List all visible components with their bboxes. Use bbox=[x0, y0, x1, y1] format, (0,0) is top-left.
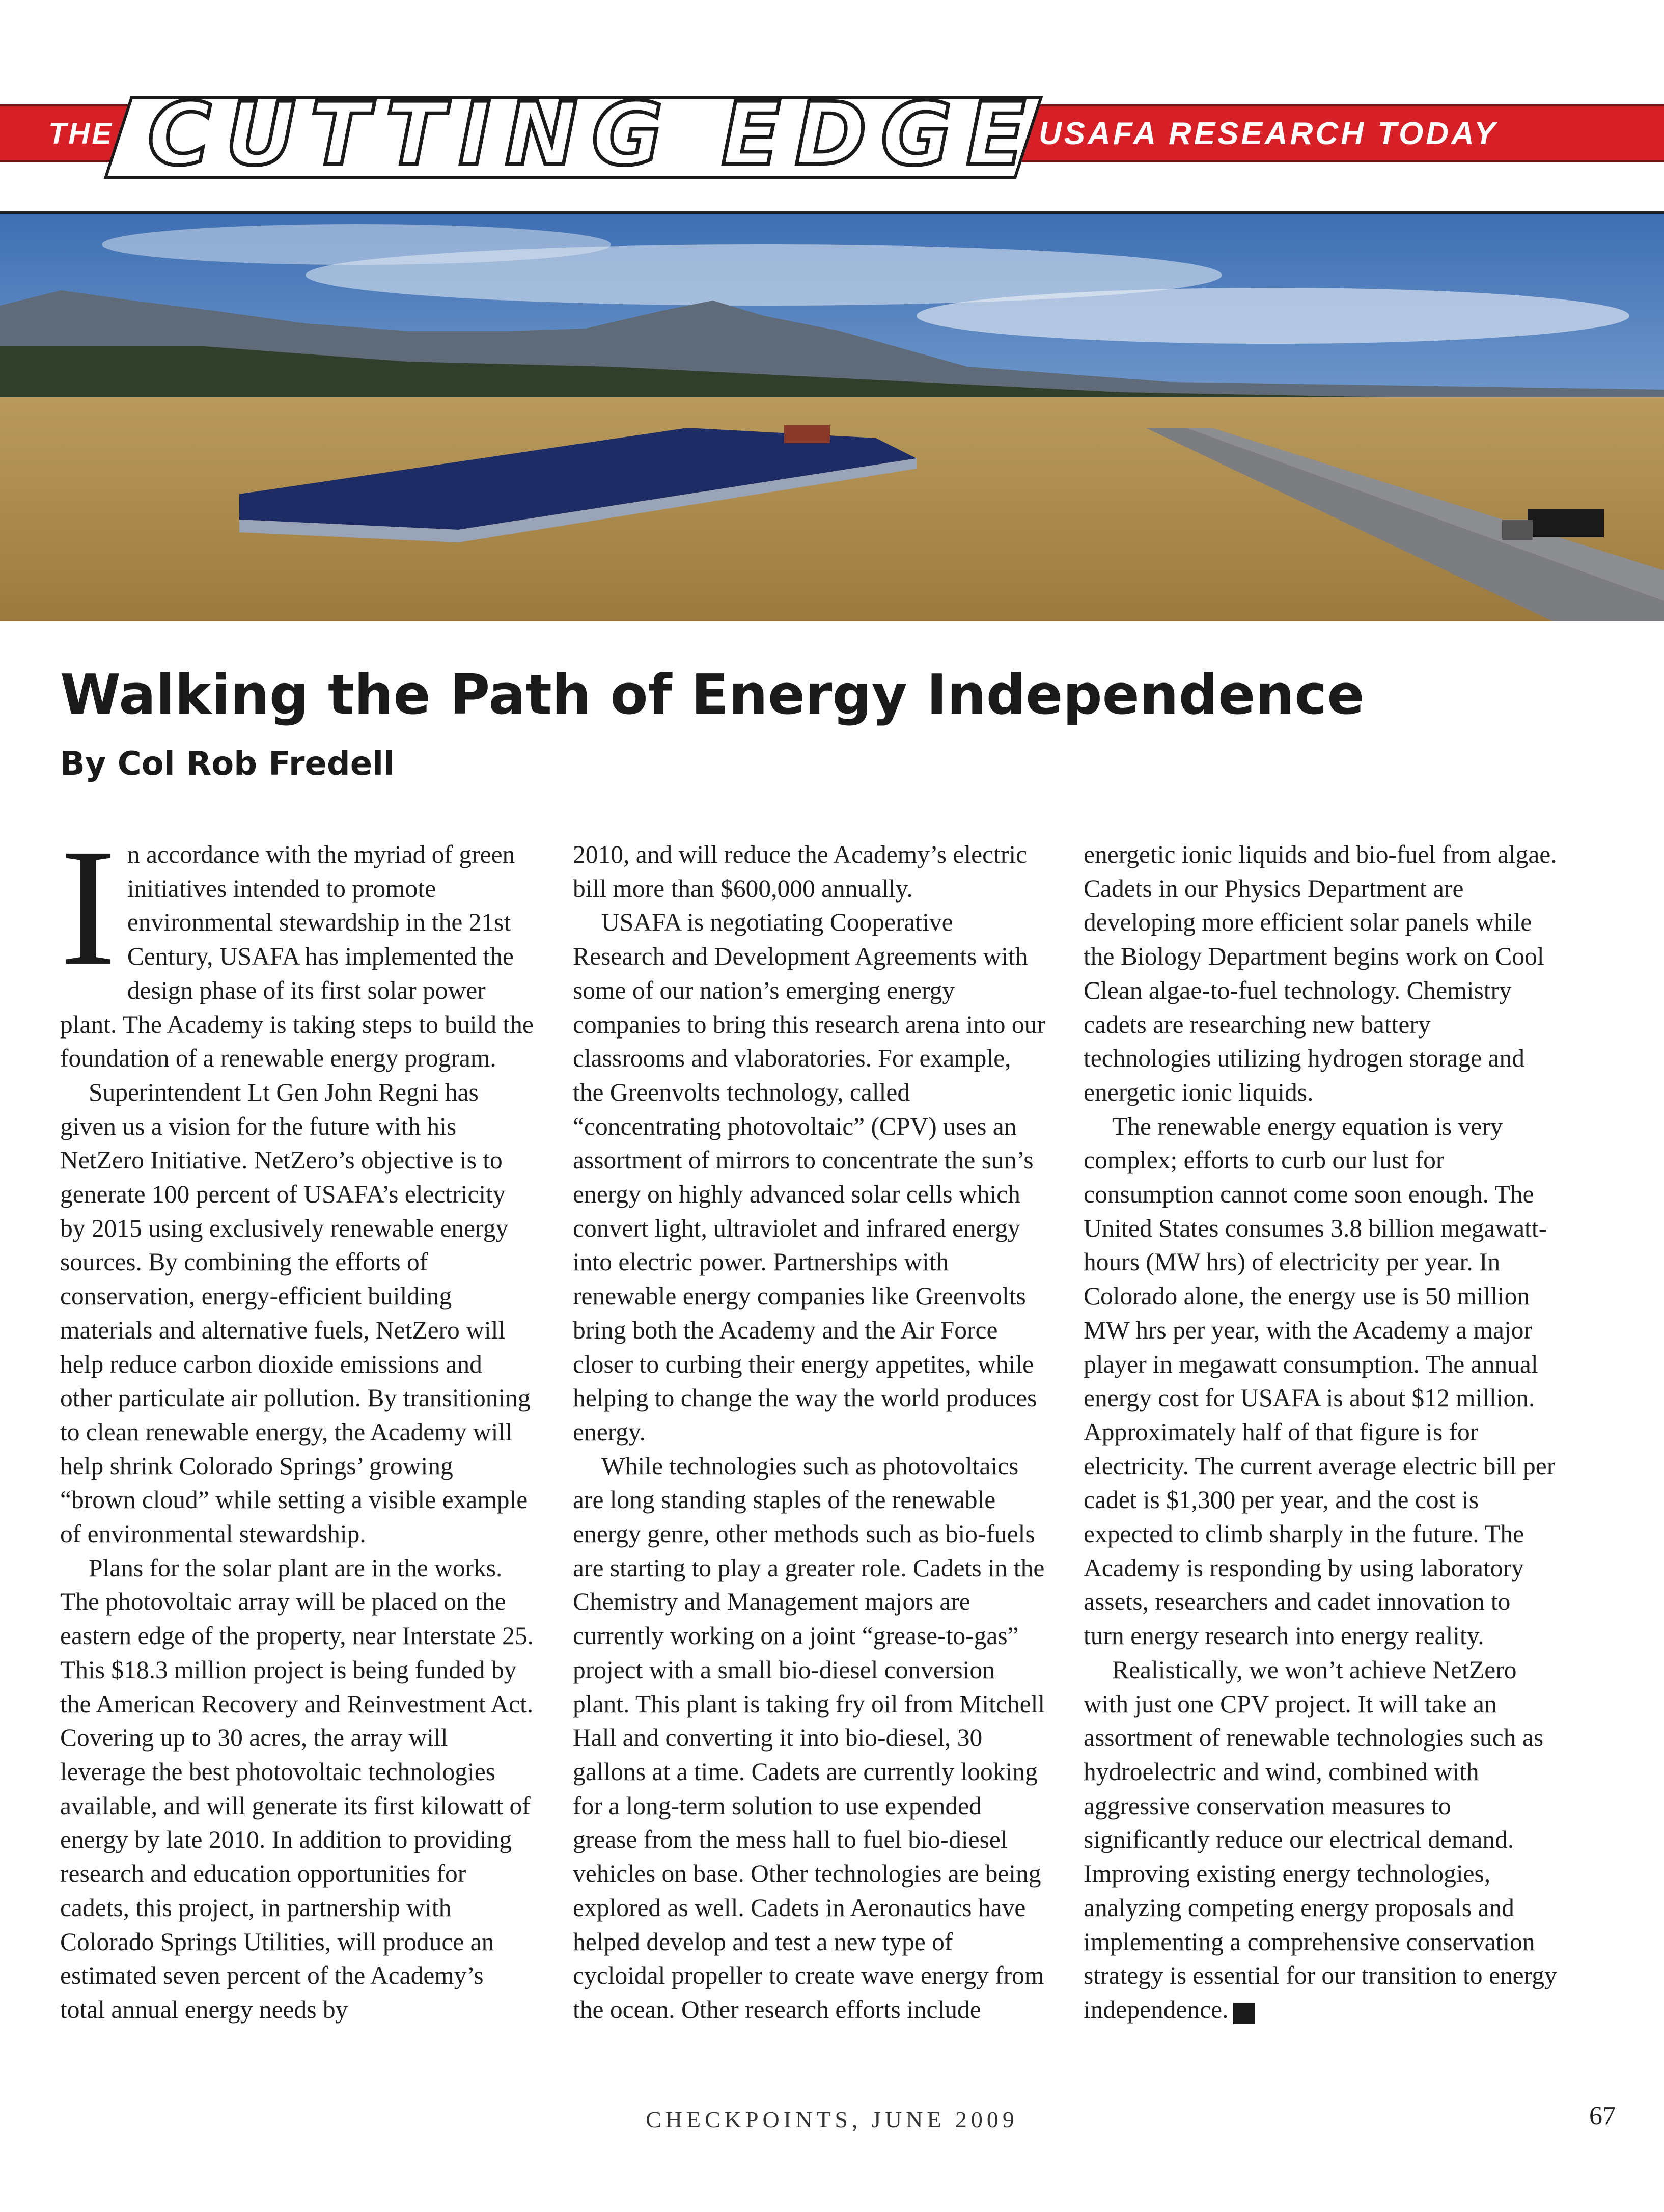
paragraph: USAFA is negotiating Cooperative Research and Development Agreements with some of our nation’s emerging energy companies to bring this research arena into our classrooms and vlaboratories. For example, the Greenvolts technology, called “concentrating photovoltaic” (CPV) uses an assortment of mirrors to concentrate the sun’s energy on highly advanced solar cells which convert light, ultraviolet and infrared energy into electric power. Partnerships with renewable energy companies like Greenvolts bring both the Academy and the Air Force closer to curbing their energy appetites, while helping to change the way the world produces energy. bbox=[573, 908, 1045, 1446]
solar-farm-photo bbox=[0, 211, 1664, 621]
page-number: 67 bbox=[1589, 2101, 1616, 2131]
article-headline: Walking the Path of Energy Independence bbox=[60, 663, 1365, 727]
paragraph-text: Realistically, we won’t achieve NetZero with just one CPV project. It will take an assortment of renewable technologies such as hydroelectric and wind, combined with aggressive conservation measures to significantly reduce our electrical demand. Improving existing energy technologies, analyzing competing energy proposals and implementing a comprehensive conservation strategy is essential for our transition to energy independence. bbox=[1084, 1655, 1557, 2024]
banner-title: CUTTING EDGE bbox=[148, 84, 1040, 185]
section-banner bbox=[0, 84, 1664, 185]
paragraph: While technologies such as photovoltaics are long standing staples of the renewable energy genre, other methods such as bio-fuels are starting to play a greater role. Cadets in the Chemistry and Management majors are currently working on a joint “grease-to-gas” project with a small bio-diesel conversion plant. This plant is taking fry oil from Mitchell Hall and converting it into bio-diesel, 30 gallons at a time. Cadets are currently looking for a long-term solution to use expended grease from the mess hall to fuel bio-diesel vehicles on base. Other technologies are being explored as well. Cadets in Aeronautics have helped develop and test a new type of cycloidal propeller to create wave energy from the ocean. Other research efforts include bbox=[573, 1452, 1045, 2024]
banner-subtitle: USAFA RESEARCH TODAY bbox=[1039, 116, 1498, 151]
paragraph: 2010, and will reduce the Academy’s electric bill more than $600,000 annually. bbox=[573, 840, 1028, 903]
paragraph bbox=[60, 814, 534, 1076]
paragraph: Superintendent Lt Gen John Regni has given us a vision for the future with his NetZero Initiative. NetZero’s objective is to generate 100 percent of USAFA’s electricity by 2015 using exclusively renewable energy sources. By combining the efforts of conservation, energy-efficient building materials and alternative fuels, NetZero will help reduce carbon dioxide emissions and other particulate air pollution. By transitioning to clean renewable energy, the Academy will help shrink Colorado Springs’ growing “brown cloud” while setting a visible example of environmental stewardship. bbox=[60, 1078, 531, 1548]
end-mark-checkbox-icon: ✓ bbox=[1233, 2003, 1255, 2024]
article-column-2 bbox=[573, 838, 1046, 2027]
paragraph: The renewable energy equation is very complex; efforts to curb our lust for consumption cannot come soon enough. The United States consumes 3.8 billion megawatt-hours (MW hrs) of electricity per year. In Colorado alone, the energy use is 50 million MW hrs per year, with the Academy a major player in megawatt consumption. The annual energy cost for USAFA is about $12 million. Approximately half of that figure is for electricity. The current average electric bill per cadet is $1,300 per year, and the cost is expected to climb sharply in the future. The Academy is responding by using laboratory assets, researchers and cadet innovation to turn energy research into energy reality. bbox=[1084, 1112, 1556, 1650]
banner-the: THE bbox=[48, 117, 114, 150]
paragraph bbox=[1084, 1653, 1557, 2027]
article-column-3 bbox=[1084, 838, 1557, 2027]
article-byline: By Col Rob Fredell bbox=[60, 745, 395, 783]
landscape-photo-icon bbox=[0, 214, 1664, 621]
drop-cap: I bbox=[60, 814, 116, 1000]
paragraph-text: n accordance with the myriad of green initiatives intended to promote environmental stewardship in the 21st Century, USAFA has implemented the design phase of its first solar power plant. The Academy is taking steps to build the foundation of a renewable energy program. bbox=[60, 840, 534, 1073]
paragraph: energetic ionic liquids and bio-fuel from algae. Cadets in our Physics Department are developing more efficient solar panels while the Biology Department begins work on Cool Clean algae-to-fuel technology. Chemistry cadets are researching new battery technologies utilizing hydrogen storage and energetic ionic liquids. bbox=[1084, 840, 1557, 1106]
publication-footer: CHECKPOINTS, JUNE 2009 bbox=[646, 2107, 1018, 2133]
paragraph: Plans for the solar plant are in the works. The photovoltaic array will be placed on the eastern edge of the property, near Interstate 25. This $18.3 million project is being funded by the American Recovery and Reinvestment Act. Covering up to 30 acres, the array will leverage the best photovoltaic technologies available, and will generate its first kilowatt of energy by late 2010. In addition to providing research and education opportunities for cadets, this project, in partnership with Colorado Springs Utilities, will produce an estimated seven percent of the Academy’s total annual energy needs by bbox=[60, 1553, 534, 2024]
article-column-1 bbox=[60, 814, 534, 2027]
